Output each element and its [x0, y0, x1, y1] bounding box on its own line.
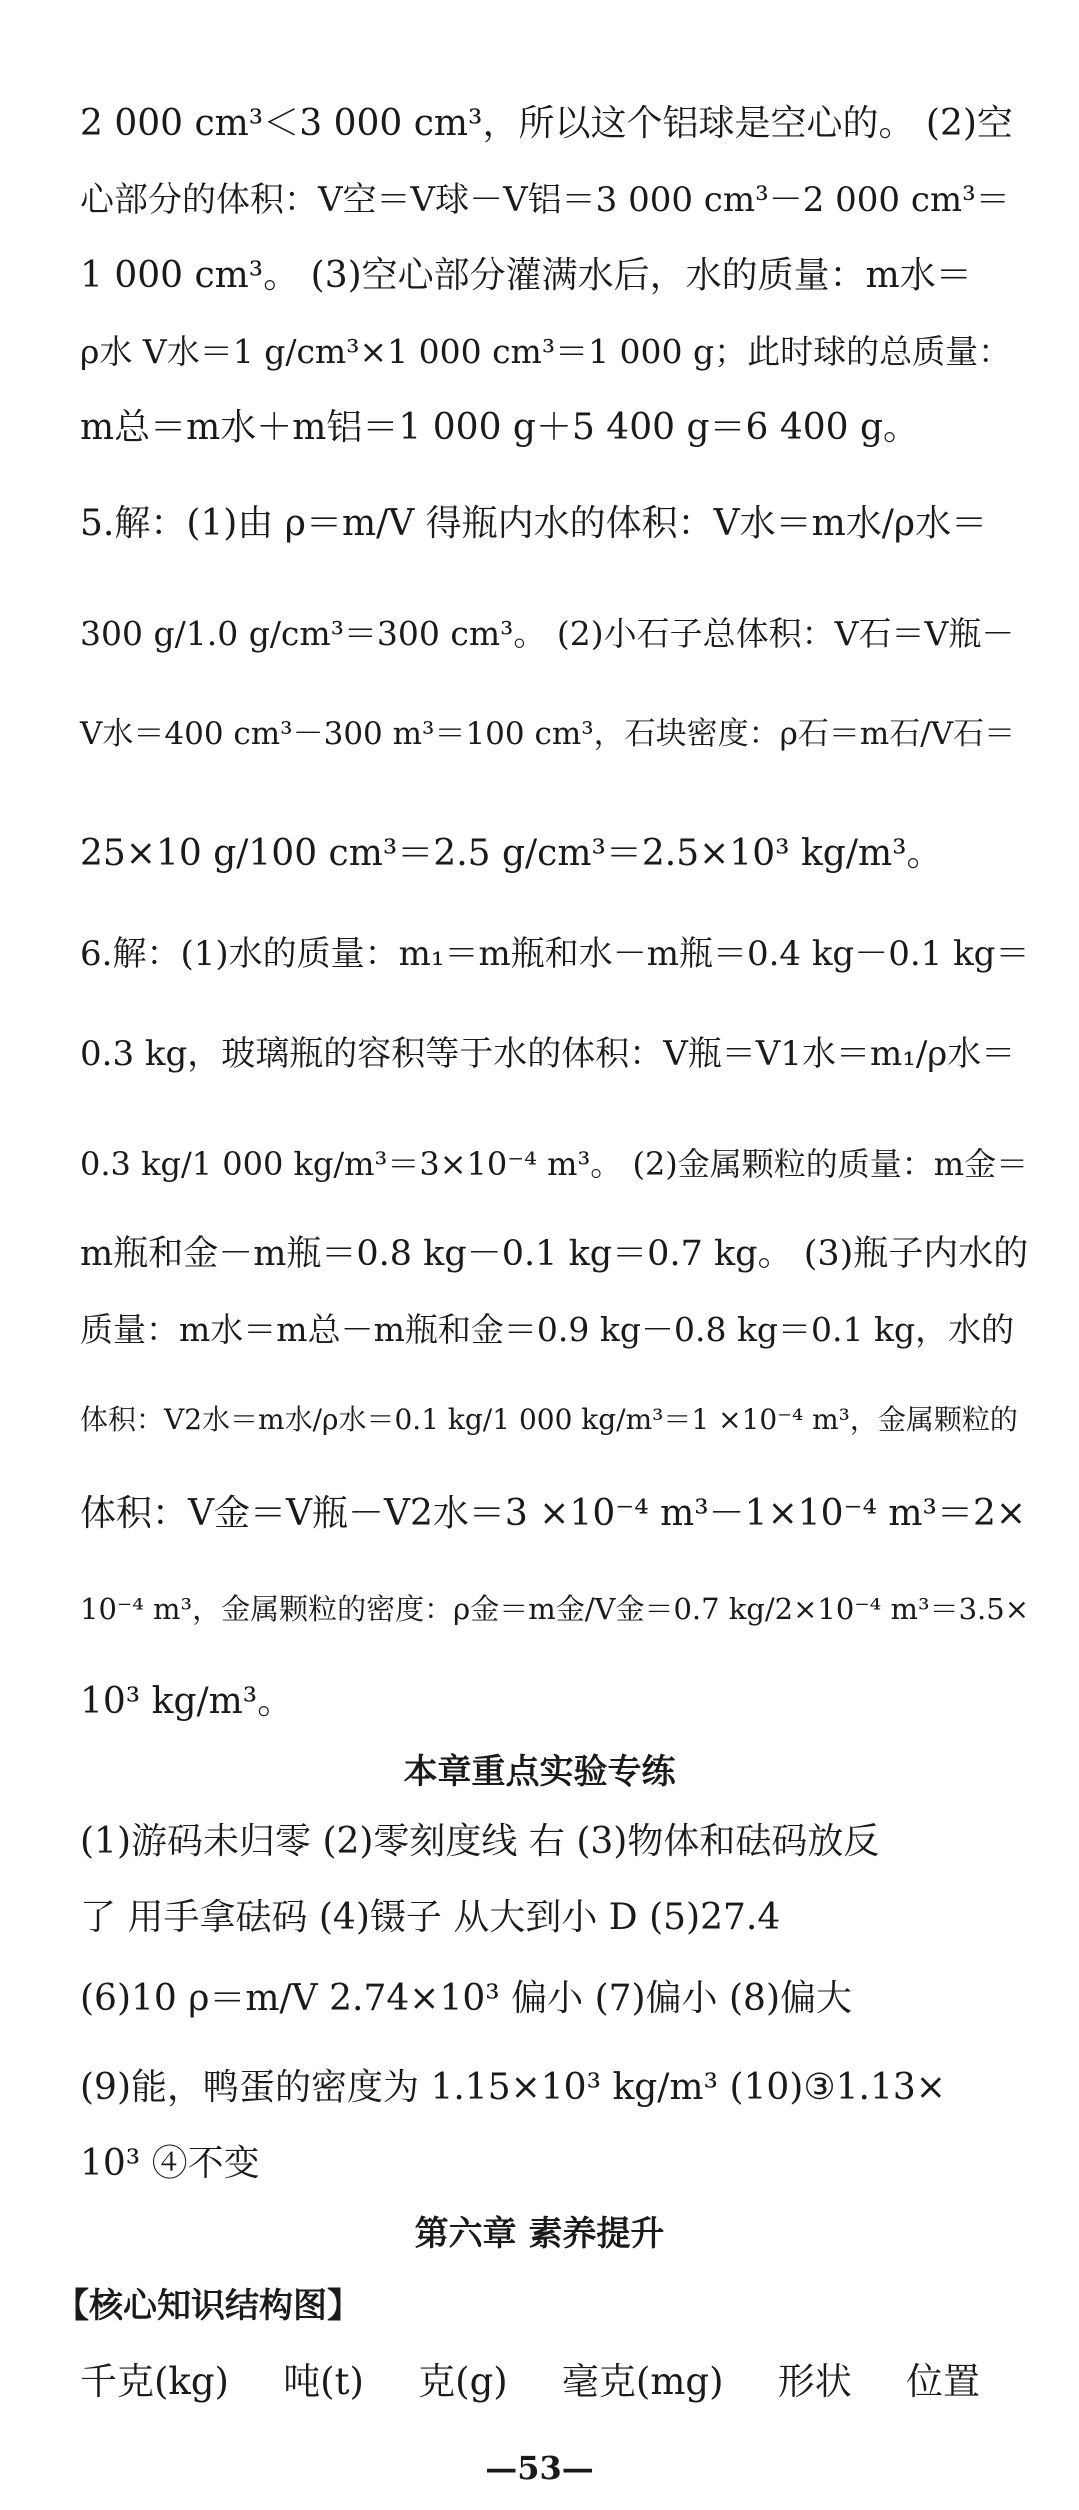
- experiment-line: (6)10 ρ＝m/V 2.74×10³ 偏小 (7)偏小 (8)偏大: [80, 1978, 852, 2019]
- text-line: 体积：V金＝V瓶－V2水＝3 ×10⁻⁴ m³－1×10⁻⁴ m³＝2×: [80, 1493, 1027, 1534]
- chapter-heading: 第六章 素养提升: [414, 2214, 665, 2254]
- text-line: 300 g/1.0 g/cm³＝300 cm³。 (2)小石子总体积：V石＝V瓶－: [80, 614, 1015, 653]
- term-item: 吨(t): [283, 2360, 364, 2403]
- text-line: m瓶和金－m瓶＝0.8 kg－0.1 kg＝0.7 kg。 (3)瓶子内水的: [80, 1234, 1029, 1274]
- text-line: 10³ kg/m³。: [80, 1681, 294, 1722]
- text-line: 心部分的体积：V空＝V球－V铝＝3 000 cm³－2 000 cm³＝: [80, 180, 1010, 220]
- text-line: 1 000 cm³。 (3)空心部分灌满水后，水的质量：m水＝: [80, 255, 972, 296]
- term-item: 千克(kg): [80, 2360, 229, 2403]
- text-line: ρ水 V水＝1 g/cm³×1 000 cm³＝1 000 g；此时球的总质量：: [80, 332, 1012, 371]
- problem-6-line: 6.解：(1)水的质量：m₁＝m瓶和水－m瓶＝0.4 kg－0.1 kg＝: [80, 934, 1030, 974]
- experiment-line: (9)能，鸭蛋的密度为 1.15×10³ kg/m³ (10)③1.13×: [80, 2067, 946, 2108]
- term-item: 位置: [905, 2360, 980, 2403]
- terms-row: [80, 2358, 980, 2406]
- text-line: m总＝m水＋m铝＝1 000 g＋5 400 g＝6 400 g。: [80, 407, 920, 448]
- page-number: —53—: [485, 2449, 594, 2487]
- experiment-line: (1)游码未归零 (2)零刻度线 右 (3)物体和砝码放反: [80, 1821, 880, 1862]
- text-line: 0.3 kg/1 000 kg/m³＝3×10⁻⁴ m³。 (2)金属颗粒的质量：m金＝: [80, 1145, 1029, 1183]
- text-line: 10⁻⁴ m³，金属颗粒的密度：ρ金＝m金/V金＝0.7 kg/2×10⁻⁴ m³＝3.5×: [80, 1592, 1030, 1626]
- section-label: 【核心知识结构图】: [55, 2286, 361, 2326]
- experiment-line: 了 用手拿砝码 (4)镊子 从大到小 D (5)27.4: [80, 1897, 781, 1938]
- experiment-heading: 本章重点实验专练: [403, 1752, 676, 1792]
- text-line: V水＝400 cm³－300 m³＝100 cm³，石块密度：ρ石＝m石/V石＝: [80, 716, 1016, 752]
- term-item: 毫克(mg): [561, 2360, 724, 2403]
- term-item: 克(g): [418, 2360, 508, 2403]
- text-line: 25×10 g/100 cm³＝2.5 g/cm³＝2.5×10³ kg/m³。: [80, 833, 943, 874]
- text-line: 质量：m水＝m总－m瓶和金＝0.9 kg－0.8 kg＝0.1 kg，水的: [80, 1310, 1015, 1349]
- text-line: 2 000 cm³＜3 000 cm³，所以这个铝球是空心的。 (2)空: [80, 103, 1013, 144]
- problem-5-line: 5.解：(1)由 ρ＝m/V 得瓶内水的体积：V水＝m水/ρ水＝: [80, 503, 988, 544]
- experiment-line: 10³ ④不变: [80, 2143, 260, 2184]
- text-line: 0.3 kg，玻璃瓶的容积等于水的体积：V瓶＝V1水＝m₁/ρ水＝: [80, 1034, 1016, 1074]
- text-line: 体积：V2水＝m水/ρ水＝0.1 kg/1 000 kg/m³＝1 ×10⁻⁴ m³，金属颗粒的: [80, 1403, 1018, 1436]
- term-item: 形状: [777, 2360, 852, 2403]
